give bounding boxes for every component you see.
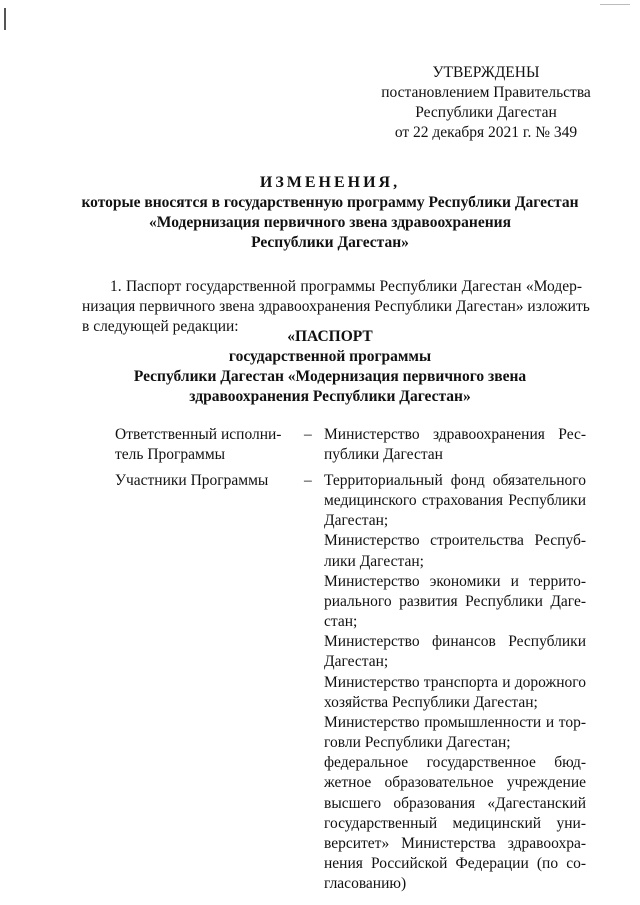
title-line: которые вносятся в государственную программу Республики Дагестан	[81, 194, 579, 211]
row-value-line: федеральное государственное бюд-	[324, 754, 586, 772]
passport-line: «ПАСПОРТ	[287, 328, 373, 345]
row-value-line: Министерство финансов Республики	[324, 633, 586, 651]
scan-mark	[600, 4, 630, 5]
passport-line: Республики Дагестан «Модернизация первичного звена	[133, 368, 527, 385]
approval-line: Республики Дагестан	[415, 104, 557, 121]
passport-line: здравоохранения Республики Дагестан»	[189, 388, 471, 405]
row-dash: –	[304, 426, 312, 443]
row-value-line: Территориальный фонд обязательного	[324, 472, 586, 489]
row-label-responsible	[115, 425, 285, 465]
row-value-line: Министерство строительства Респуб-	[324, 532, 586, 550]
title-heading: ИЗМЕНЕНИЯ,	[259, 174, 401, 191]
row-value-line: риального развития Республики Даге-	[324, 592, 586, 610]
row-value-line: Министерство промышленности и тор-	[324, 713, 586, 731]
approval-stamp	[366, 63, 606, 143]
row-value-line: говли Республики Дагестан;	[324, 734, 511, 752]
row-label-line: Ответственный исполни-	[115, 426, 282, 443]
row-value-line: Министерство экономики и террито-	[324, 572, 586, 590]
row-value-line: Министерство транспорта и дорожного	[324, 673, 586, 691]
approval-line: от 22 декабря 2021 г. № 349	[394, 124, 578, 141]
row-value-participants	[324, 471, 586, 894]
row-value-line: государственный медицинский уни-	[324, 814, 586, 832]
scan-mark	[4, 8, 6, 30]
row-value-line: Дагестан;	[324, 512, 389, 530]
title-line: «Модернизация первичного звена здравоохранения	[149, 214, 511, 231]
row-value-line: хозяйства Республики Дагестан;	[324, 693, 538, 711]
row-value-line: медицинского страхования Республики	[324, 492, 586, 510]
paragraph-line: низация первичного звена здравоохранения Республики Дагестан» изложить	[82, 298, 590, 315]
row-value-line: жетное образовательное учреждение	[324, 774, 586, 792]
row-value-responsible	[324, 425, 586, 465]
title-line: Республики Дагестан»	[251, 234, 409, 251]
row-label-line: тель Программы	[115, 446, 226, 463]
row-value-line: высшего образования «Дагестанский	[324, 794, 586, 812]
row-value-line: гласованию)	[324, 875, 407, 893]
row-value-line: лики Дагестан;	[324, 552, 424, 570]
row-label-participants	[115, 471, 285, 491]
row-value-line: Дагестан;	[324, 653, 389, 671]
paragraph-line: 1. Паспорт государственной программы Республики Дагестан «Модер-	[110, 278, 582, 295]
passport-line: государственной программы	[228, 348, 432, 365]
passport-heading	[40, 327, 620, 407]
document-title	[40, 173, 620, 253]
approval-line: постановлением Правительства	[381, 84, 591, 101]
row-value-line: Министерство здравоохранения Рес-	[324, 426, 586, 443]
row-value-line: нения Российской Федерации (по со-	[324, 854, 586, 872]
paragraph-line: в следующей редакции:	[82, 318, 239, 335]
approval-line: УТВЕРЖДЕНЫ	[432, 64, 540, 81]
row-label-line: Участники Программы	[115, 472, 269, 489]
row-value-line: верситет» Министерства здравоохра-	[324, 834, 586, 852]
row-dash: –	[304, 472, 312, 489]
row-value-line: публики Дагестан	[324, 446, 443, 464]
row-value-line: стан;	[324, 613, 358, 631]
